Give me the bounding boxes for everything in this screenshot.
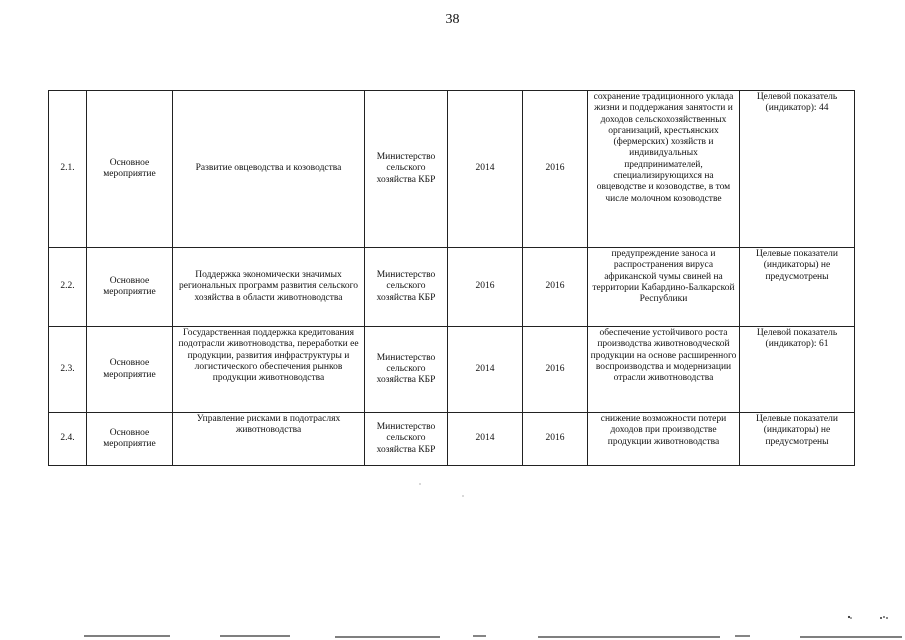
end-year: 2016 [523,327,588,413]
table-row [49,248,855,327]
start-year: 2014 [448,91,523,248]
activity-name: Развитие овцеводства и козоводства [173,91,365,248]
executor: Министерство сельского хозяйства КБР [365,413,448,466]
start-year: 2014 [448,413,523,466]
activity-name: Государственная поддержка кредитования подотрасли животноводства, переработки ее продукции, развития инфраструктуры и логистического обеспечения рынков продукции животноводства [173,327,365,413]
start-year: 2014 [448,327,523,413]
target-indicator: Целевой показатель (индикатор): 44 [740,91,855,248]
target-indicator: Целевые показатели (индикаторы) не предусмотрены [740,413,855,466]
table-row [49,413,855,466]
expected-result: сохранение традиционного уклада жизни и поддержания занятости и доходов сельскохозяйственных организаций, крестьянских (фермерских) хозяйств и индивидуальных предпринимателей, специализирующихся на овцеводстве и козоводстве, в том числе молочном козоводстве [588,91,740,248]
activity-type: Основное мероприятие [87,413,173,466]
expected-result: снижение возможности потери доходов при производстве продукции животноводства [588,413,740,466]
expected-result: обеспечение устойчивого роста производства животноводческой продукции на основе расширенного воспроизводства и модернизации отрасли животноводства [588,327,740,413]
start-year: 2016 [448,248,523,327]
target-indicator: Целевой показатель (индикатор): 61 [740,327,855,413]
program-table [48,90,855,466]
activity-type: Основное мероприятие [87,248,173,327]
row-number: 2.3. [49,327,87,413]
end-year: 2016 [523,413,588,466]
row-number: 2.1. [49,91,87,248]
activity-name: Управление рисками в подотраслях животноводства [173,413,365,466]
executor: Министерство сельского хозяйства КБР [365,327,448,413]
activity-type: Основное мероприятие [87,327,173,413]
row-number: 2.2. [49,248,87,327]
table-row [49,91,855,248]
expected-result: предупреждение заноса и распространения вируса африканской чумы свиней на территории Кабардино-Балкарской Республики [588,248,740,327]
page-number: 38 [445,12,460,27]
activity-type: Основное мероприятие [87,91,173,248]
end-year: 2016 [523,248,588,327]
target-indicator: Целевые показатели (индикаторы) не предусмотрены [740,248,855,327]
table-row [49,327,855,413]
end-year: 2016 [523,91,588,248]
executor: Министерство сельского хозяйства КБР [365,91,448,248]
row-number: 2.4. [49,413,87,466]
executor: Министерство сельского хозяйства КБР [365,248,448,327]
activity-name: Поддержка экономически значимых региональных программ развития сельского хозяйства в области животноводства [173,248,365,327]
